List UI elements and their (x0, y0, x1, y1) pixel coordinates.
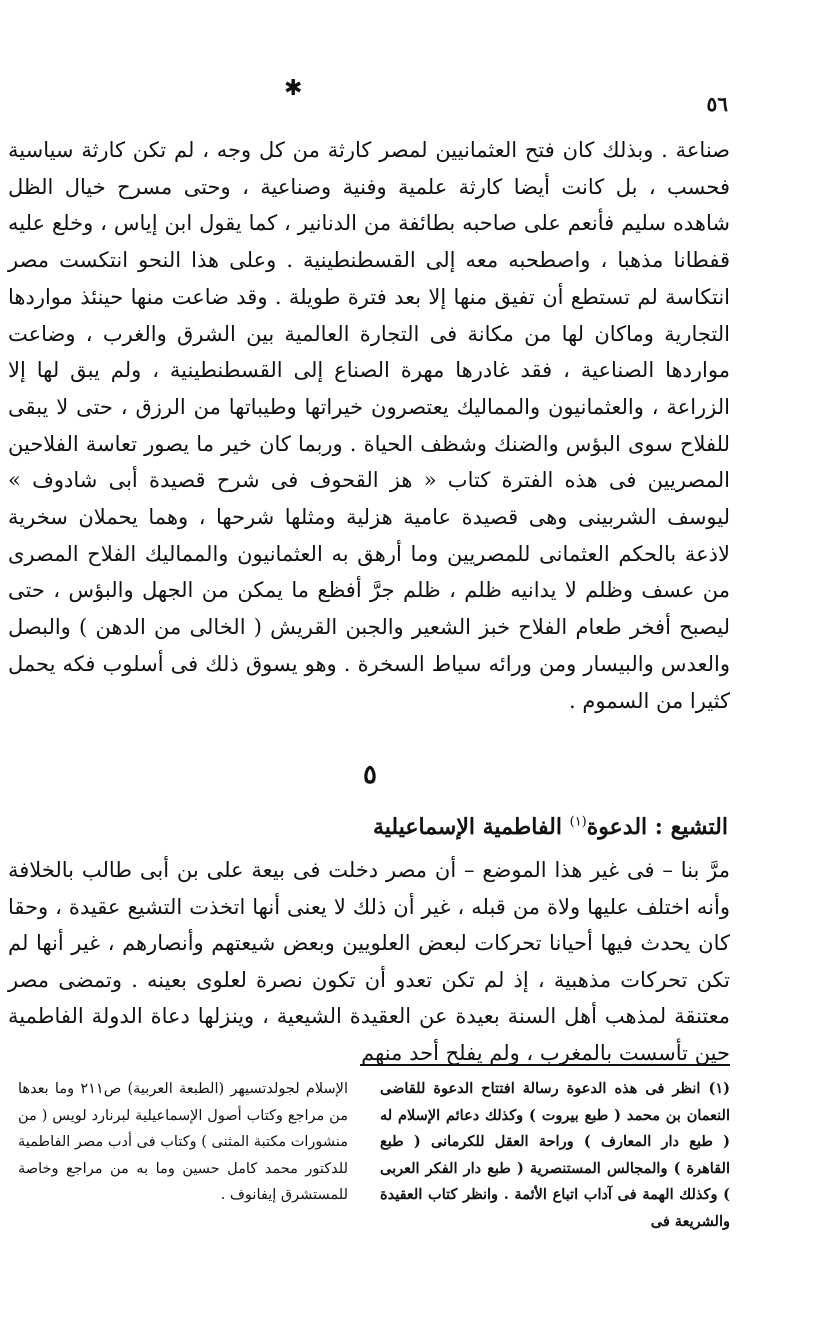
ornament-mark: ✱ (284, 76, 303, 101)
footnote-right-column: (١) انظر فى هذه الدعوة رسالة افتتاح الدعوة للقاضى النعمان بن محمد ( طبع بيروت ) وكذلك دعائم الإسلام له ( طبع دار المعارف ) وراحة العقل للكرمانى ( طبع القاهرة ) والمجالس المستنصرية ( طبع دار الفكر العربى ) وكذلك الهمة فى آداب اتباع الأئمة . وانظر كتاب العقيدة والشريعة فى (380, 1080, 730, 1230)
page-number: ٥٦ (706, 92, 728, 116)
paragraph-2: مرَّ بنا – فى غير هذا الموضع – أن مصر دخلت فى بيعة على بن أبى طالب بالخلافة وأنه اختلف عليها ولاة من قبله ، غير أن ذلك لا يعنى أنها اتخذت التشيع عقيدة ، وحقا كان يحدث فيها أحيانا تحركات لبعض العلويين وبعض شيعتهم وأنصارهم ، غير أنها لم تكن تحركات مذهبية ، إذ لم تكن تعدو أن تكون نصرة لعلوى بعينه . وتمضى مصر معتنقة لمذهب أهل السنة بعيدة عن العقيدة الشيعية ، وينزلها دعاة الدولة الفاطمية حين تأسست بالمغرب ، ولم يفلح أحد منهم (8, 858, 730, 1065)
footnote-divider (360, 1064, 730, 1066)
section-number: ٥ (363, 760, 377, 790)
section-heading (373, 814, 728, 840)
section-heading-prefix: التشيع : الدعوة (586, 814, 728, 840)
footnote-reference: (١) (569, 814, 587, 830)
section-heading-suffix: الفاطمية الإسماعيلية (372, 814, 570, 840)
footnote-left-column: الإسلام لجولدتسيهر (الطبعة العربية) ص٢١١ وما بعدها من مراجع وكتاب أصول الإسماعيلية لبرنارد لويس ( من منشورات مكتبة المثنى ) وكتاب فى أدب مصر الفاطمية للدكتور محمد كامل حسين وما به من مراجع وخاصة للمستشرق إيفانوف . (18, 1081, 348, 1203)
paragraph-1: صناعة . وبذلك كان فتح العثمانيين لمصر كارثة من كل وجه ، لم تكن كارثة سياسية فحسب ، بل كانت أيضا كارثة علمية وفنية وصناعية ، وحتى مسرح خيال الظل شاهده سليم فأنعم على صاحبه بطائفة من الدنانير ، كما يقول ابن إياس ، وخلع عليه قفطانا مذهبا ، واصطحبه معه إلى القسطنطينية . وعلى هذا النحو انتكست مصر انتكاسة لم تستطع أن تفيق منها إلا بعد فترة طويلة . وقد ضاعت منها حينئذ مواردها التجارية وماكان لها من مكانة فى التجارة العالمية بين الشرق والغرب ، وضاعت مواردها الصناعية ، فقد غادرها مهرة الصناع إلى القسطنطينية ، ولم يبق لها إلا الزراعة ، والعثمانيون والمماليك يعتصرون خيراتها وطيباتها من الرزق ، حتى لا يبقى للفلاح سوى البؤس والضنك وشظف الحياة . وربما كان خير ما يصور تعاسة الفلاحين المصريين فى هذه الفترة كتاب « هز القحوف فى شرح قصيدة أبى شادوف » ليوسف الشربينى وهى قصيدة عامية هزلية ومثلها شرحها ، وهما يحملان سخرية لاذعة بالحكم العثمانى للمصريين وما أرهق به العثمانيون والمماليك الفلاح المصرى من عسف وظلم لا يدانيه ظلم ، ظلم جرَّ أفظع ما يمكن من الجهل والبؤس ، حتى ليصبح أفخر طعام الفلاح خبز الشعير والجبن القريش ( الخالى من الدهن ) والبصل والعدس والبيسار ومن ورائه سياط السخرة . وهو يسوق ذلك فى أسلوب فكه يحمل كثيرا من السموم . (8, 138, 730, 713)
